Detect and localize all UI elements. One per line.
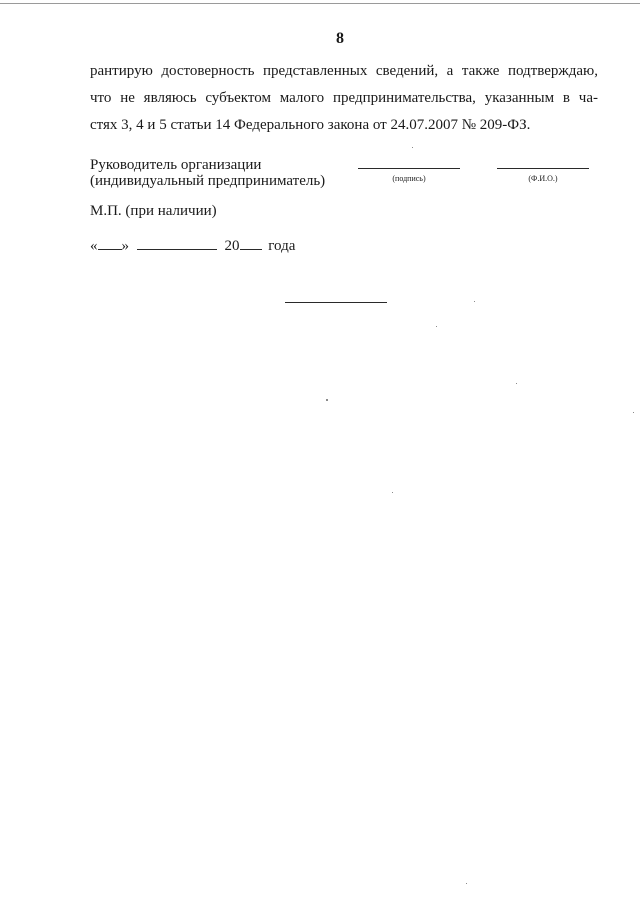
signer-label bbox=[90, 157, 325, 189]
page-number: 8 bbox=[336, 30, 344, 47]
date-close-quote: » bbox=[121, 238, 129, 254]
day-field[interactable] bbox=[98, 237, 122, 250]
scan-speck bbox=[436, 326, 437, 327]
scan-speck bbox=[633, 412, 634, 413]
scan-speck bbox=[474, 301, 475, 302]
body-line-1: рантирую достоверность представленных сведений, а также подтверждаю, bbox=[90, 63, 598, 79]
top-edge-rule bbox=[0, 3, 640, 4]
end-of-form-rule bbox=[285, 302, 387, 303]
scan-speck bbox=[326, 399, 328, 401]
year-suffix: года bbox=[268, 238, 296, 254]
signature-caption: (подпись) bbox=[392, 174, 426, 183]
date-open-quote: « bbox=[90, 238, 98, 254]
date-line bbox=[90, 237, 295, 255]
stamp-note: М.П. (при наличии) bbox=[90, 203, 217, 219]
scan-speck bbox=[392, 492, 393, 493]
signature-field[interactable] bbox=[358, 168, 460, 169]
year-field[interactable] bbox=[240, 237, 262, 250]
scan-speck bbox=[466, 883, 467, 884]
full-name-caption: (Ф.И.О.) bbox=[528, 174, 558, 183]
signer-subtitle: (индивидуальный предприниматель) bbox=[90, 173, 326, 189]
body-line-3: стях 3, 4 и 5 статьи 14 Федерального закона от 24.07.2007 № 209-ФЗ. bbox=[90, 117, 531, 133]
body-line-2: что не являюсь субъектом малого предпринимательства, указанным в ча- bbox=[90, 90, 598, 106]
body-paragraph bbox=[90, 58, 598, 139]
scan-speck bbox=[516, 383, 517, 384]
scan-speck bbox=[412, 147, 413, 148]
month-field[interactable] bbox=[137, 237, 217, 250]
year-prefix: 20 bbox=[224, 238, 240, 254]
full-name-field[interactable] bbox=[497, 168, 589, 169]
signer-title: Руководитель организации bbox=[90, 157, 262, 173]
